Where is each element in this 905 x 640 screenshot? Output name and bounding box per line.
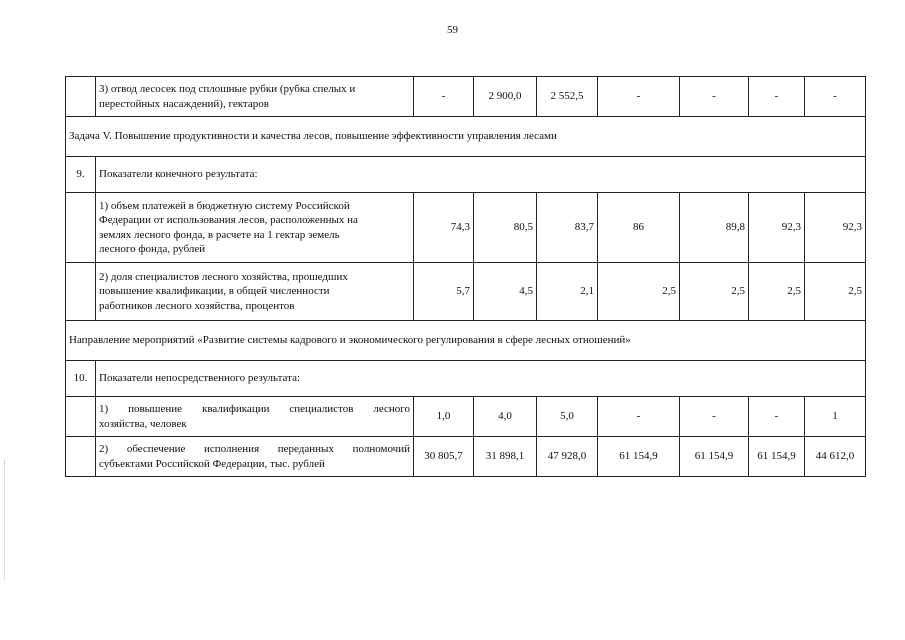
table-row [66,397,866,437]
page-number: 59 [447,24,458,36]
description-line: повышение квалификации, в общей численности [99,285,330,298]
row-number [66,263,96,321]
row-number [66,193,96,263]
value-cell: 30 805,7 [414,437,474,477]
value-cell: 31 898,1 [474,437,537,477]
section-title: Задача V. Повышение продуктивности и качества лесов, повышение эффективности управления лесами [66,117,866,157]
value-cell: 80,5 [474,193,537,263]
value-cell: 92,3 [805,193,866,263]
value-cell: 5,0 [537,397,598,437]
group-header: Показатели конечного результата: [96,157,866,193]
table-section-row [66,117,866,157]
row-number [66,77,96,117]
value-cell: 89,8 [680,193,749,263]
row-description [96,397,414,437]
value-cell: - [598,397,680,437]
value-cell: - [680,397,749,437]
row-number: 10. [66,361,96,397]
value-cell: - [805,77,866,117]
value-cell: 92,3 [749,193,805,263]
table-row [66,263,866,321]
table-group-header-row [66,157,866,193]
value-cell: 5,7 [414,263,474,321]
description-line: землях лесного фонда, в расчете на 1 гектар земель [99,228,340,241]
value-cell: 2,5 [680,263,749,321]
row-description [96,193,414,263]
description-line: работников лесного хозяйства, процентов [99,299,295,312]
description-line: субъектами Российской Федерации, тыс. рублей [99,457,325,470]
description-line: 1) повышение квалификации специалистов лесного [99,403,410,416]
value-cell: 2,5 [805,263,866,321]
value-cell: 2,1 [537,263,598,321]
scan-edge-mark [4,460,6,580]
value-cell: 4,5 [474,263,537,321]
value-cell: 61 154,9 [598,437,680,477]
value-cell: 47 928,0 [537,437,598,477]
value-cell: 61 154,9 [749,437,805,477]
table-row [66,193,866,263]
group-header: Показатели непосредственного результата: [96,361,866,397]
row-description [96,263,414,321]
row-number [66,397,96,437]
description-line: 2) обеспечение исполнения переданных полномочий [99,443,410,456]
description-line: Федерации от использования лесов, расположенных на [99,214,358,227]
value-cell: 86 [598,193,680,263]
value-cell: 2 552,5 [537,77,598,117]
value-cell: 83,7 [537,193,598,263]
description-line: лесного фонда, рублей [99,242,206,255]
value-cell: 1,0 [414,397,474,437]
row-description [96,77,414,117]
row-number [66,437,96,477]
value-cell: - [749,77,805,117]
value-cell: 2,5 [749,263,805,321]
value-cell: - [414,77,474,117]
description-line: хозяйства, человек [99,417,187,430]
value-cell: - [598,77,680,117]
description-line: перестойных насаждений), гектаров [99,97,269,110]
value-cell: 2,5 [598,263,680,321]
table-row [66,437,866,477]
value-cell: 74,3 [414,193,474,263]
description-line: 1) объем платежей в бюджетную систему Российской [99,199,350,212]
value-cell: - [680,77,749,117]
description-line: 2) доля специалистов лесного хозяйства, прошедших [99,271,348,284]
row-description [96,437,414,477]
value-cell: 1 [805,397,866,437]
indicators-table [65,76,866,477]
value-cell: 4,0 [474,397,537,437]
description-line: 3) отвод лесосек под сплошные рубки (рубка спелых и [99,83,356,96]
section-title: Направление мероприятий «Развитие системы кадрового и экономического регулирования в сфере лесных отношений» [66,321,866,361]
value-cell: - [749,397,805,437]
row-number: 9. [66,157,96,193]
value-cell: 2 900,0 [474,77,537,117]
table-row [66,77,866,117]
table-section-row [66,321,866,361]
value-cell: 61 154,9 [680,437,749,477]
value-cell: 44 612,0 [805,437,866,477]
table-group-header-row [66,361,866,397]
